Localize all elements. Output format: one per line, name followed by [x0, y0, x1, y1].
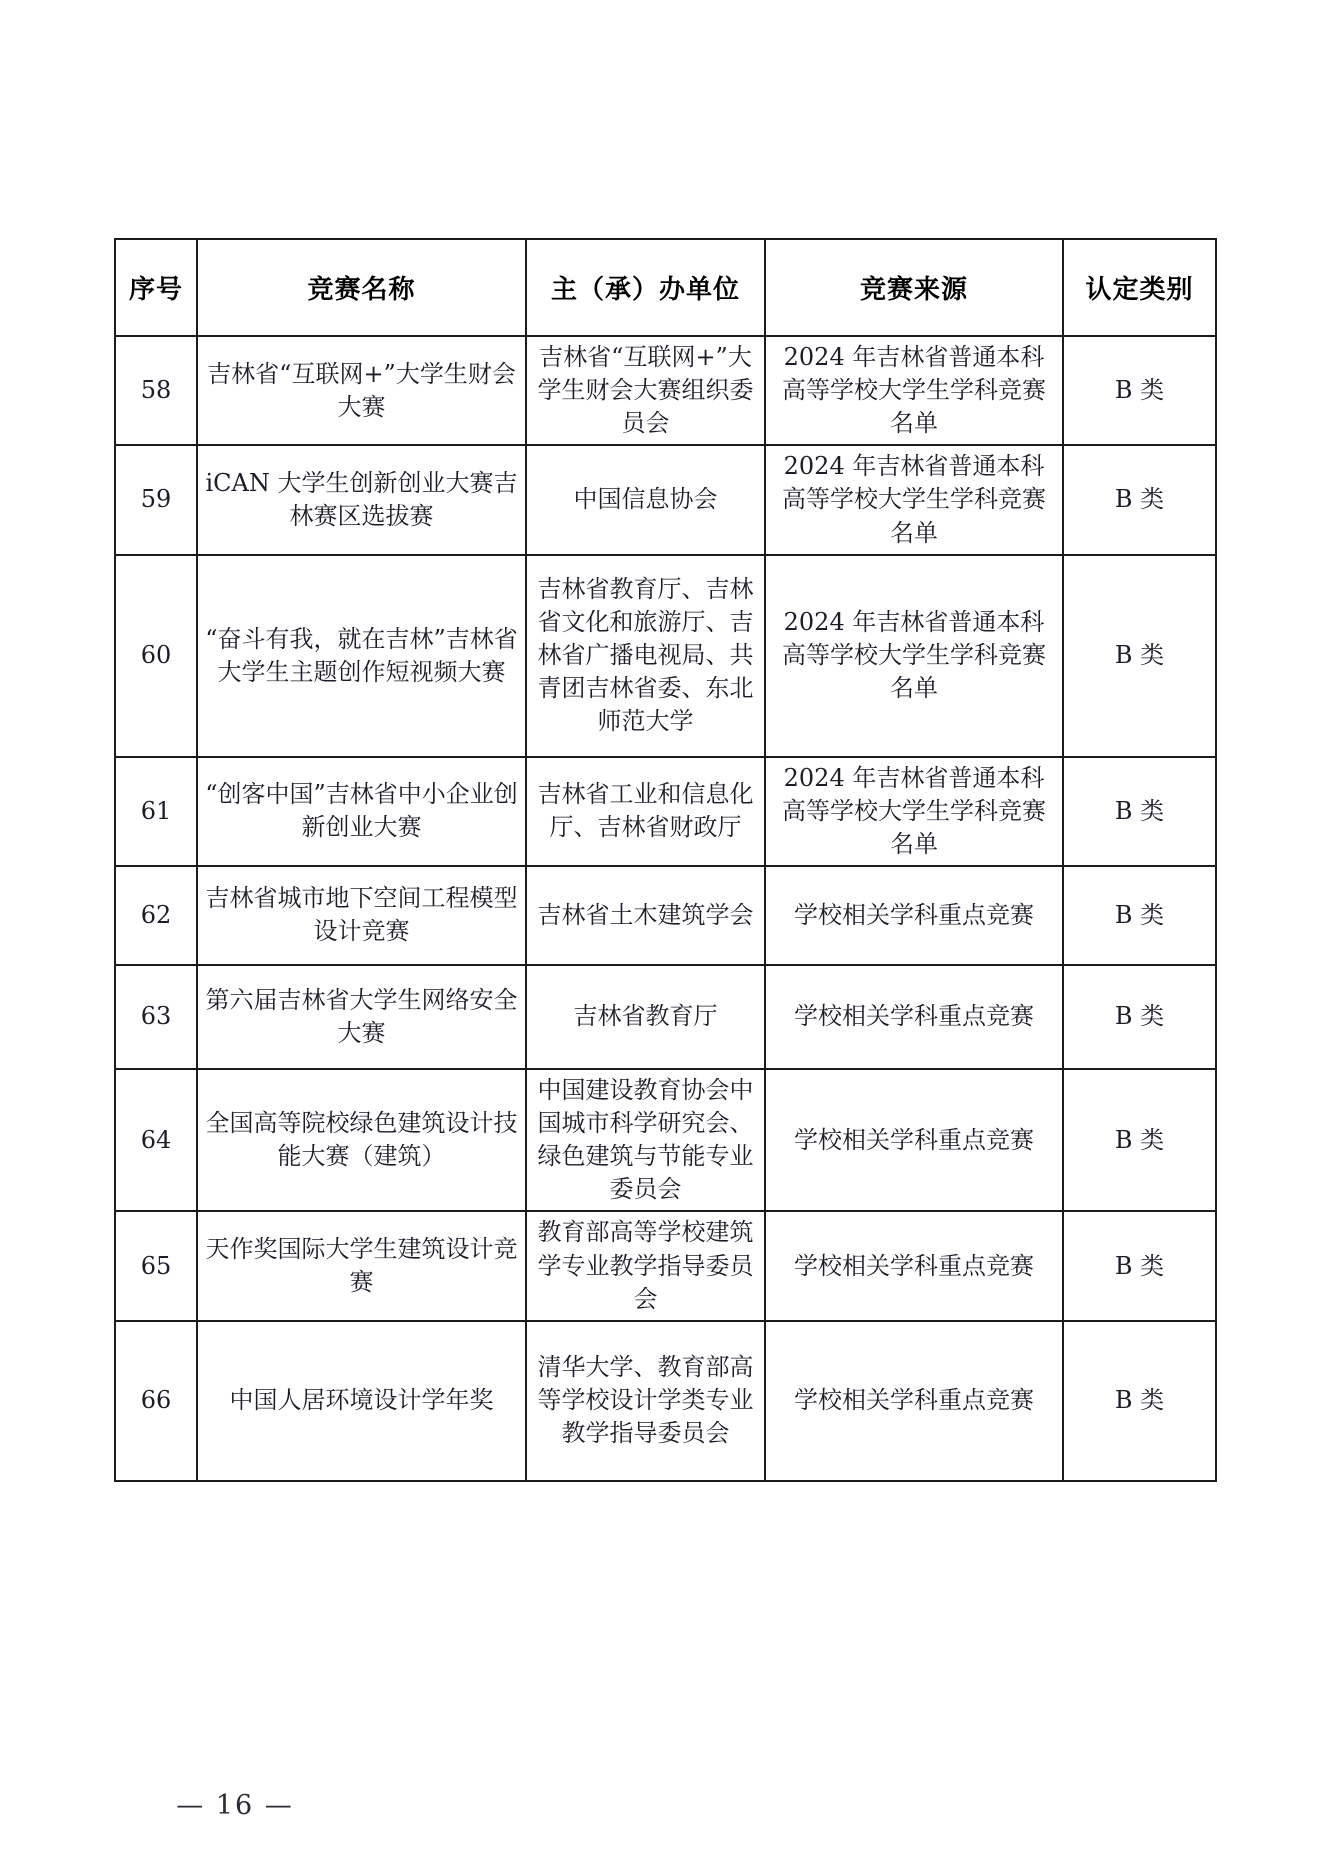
competition-table [114, 238, 1217, 1482]
cell-source: 学校相关学科重点竞赛 [765, 1069, 1063, 1211]
cell-name: 第六届吉林省大学生网络安全大赛 [197, 965, 526, 1069]
cell-category: B 类 [1063, 445, 1216, 554]
table-row [115, 757, 1216, 866]
table-row [115, 1321, 1216, 1481]
header-cell-organizer: 主（承）办单位 [526, 239, 765, 336]
cell-name: 天作奖国际大学生建筑设计竞赛 [197, 1211, 526, 1320]
cell-source: 2024 年吉林省普通本科高等学校大学生学科竞赛名单 [765, 336, 1063, 445]
cell-organizer: 中国信息协会 [526, 445, 765, 554]
header-cell-no: 序号 [115, 239, 197, 336]
cell-no: 64 [115, 1069, 197, 1211]
header-cell-name: 竞赛名称 [197, 239, 526, 336]
table-row [115, 866, 1216, 965]
table-row [115, 336, 1216, 445]
cell-category: B 类 [1063, 336, 1216, 445]
table-row [115, 555, 1216, 757]
cell-no: 60 [115, 555, 197, 757]
cell-category: B 类 [1063, 1069, 1216, 1211]
table-row [115, 1069, 1216, 1211]
cell-organizer: 中国建设教育协会中国城市科学研究会、绿色建筑与节能专业委员会 [526, 1069, 765, 1211]
cell-name: 中国人居环境设计学年奖 [197, 1321, 526, 1481]
cell-source: 2024 年吉林省普通本科高等学校大学生学科竞赛名单 [765, 445, 1063, 554]
cell-source: 2024 年吉林省普通本科高等学校大学生学科竞赛名单 [765, 757, 1063, 866]
cell-organizer: 教育部高等学校建筑学专业教学指导委员会 [526, 1211, 765, 1320]
cell-organizer: 吉林省工业和信息化厅、吉林省财政厅 [526, 757, 765, 866]
cell-source: 学校相关学科重点竞赛 [765, 965, 1063, 1069]
cell-category: B 类 [1063, 1211, 1216, 1320]
cell-source: 学校相关学科重点竞赛 [765, 866, 1063, 965]
cell-name: “奋斗有我，就在吉林”吉林省大学生主题创作短视频大赛 [197, 555, 526, 757]
table-row [115, 1211, 1216, 1320]
cell-organizer: 吉林省土木建筑学会 [526, 866, 765, 965]
cell-source: 学校相关学科重点竞赛 [765, 1211, 1063, 1320]
cell-category: B 类 [1063, 965, 1216, 1069]
table-row [115, 965, 1216, 1069]
cell-name: 全国高等院校绿色建筑设计技能大赛（建筑） [197, 1069, 526, 1211]
cell-no: 62 [115, 866, 197, 965]
cell-category: B 类 [1063, 555, 1216, 757]
cell-no: 66 [115, 1321, 197, 1481]
cell-source: 学校相关学科重点竞赛 [765, 1321, 1063, 1481]
table-row [115, 445, 1216, 554]
page-number: — 16 — [176, 1790, 294, 1821]
header-cell-category: 认定类别 [1063, 239, 1216, 336]
cell-name: 吉林省“互联网+”大学生财会大赛 [197, 336, 526, 445]
table-body [115, 336, 1216, 1481]
cell-no: 59 [115, 445, 197, 554]
cell-name: 吉林省城市地下空间工程模型设计竞赛 [197, 866, 526, 965]
cell-name: “创客中国”吉林省中小企业创新创业大赛 [197, 757, 526, 866]
cell-name: iCAN 大学生创新创业大赛吉林赛区选拔赛 [197, 445, 526, 554]
cell-no: 58 [115, 336, 197, 445]
cell-category: B 类 [1063, 757, 1216, 866]
header-row [115, 239, 1216, 336]
cell-organizer: 清华大学、教育部高等学校设计学类专业教学指导委员会 [526, 1321, 765, 1481]
cell-no: 65 [115, 1211, 197, 1320]
cell-category: B 类 [1063, 866, 1216, 965]
cell-organizer: 吉林省“互联网+”大学生财会大赛组织委员会 [526, 336, 765, 445]
cell-category: B 类 [1063, 1321, 1216, 1481]
cell-no: 63 [115, 965, 197, 1069]
cell-no: 61 [115, 757, 197, 866]
cell-organizer: 吉林省教育厅 [526, 965, 765, 1069]
cell-source: 2024 年吉林省普通本科高等学校大学生学科竞赛名单 [765, 555, 1063, 757]
header-cell-source: 竞赛来源 [765, 239, 1063, 336]
cell-organizer: 吉林省教育厅、吉林省文化和旅游厅、吉林省广播电视局、共青团吉林省委、东北师范大学 [526, 555, 765, 757]
